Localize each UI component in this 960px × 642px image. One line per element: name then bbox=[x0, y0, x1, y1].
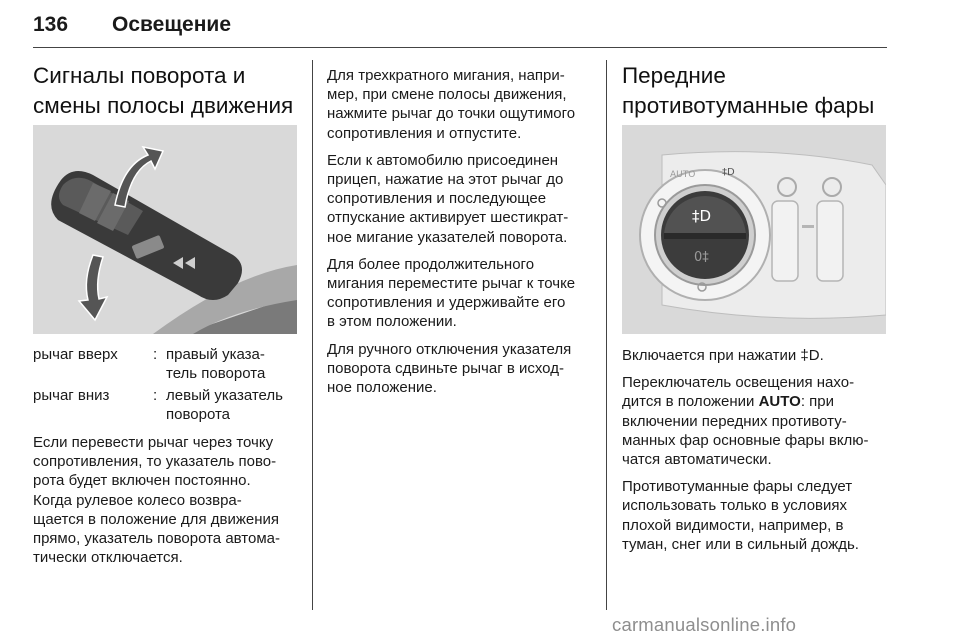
section-title-turn-signals bbox=[33, 61, 308, 121]
text-line: сопротивления, то указатель пово- bbox=[33, 453, 277, 471]
desc-line: тель поворота bbox=[166, 365, 266, 383]
text-line: мер, при смене полосы движения, bbox=[327, 86, 567, 104]
text-line: поворота сдвиньте рычаг в исход- bbox=[327, 359, 564, 377]
title-line: Сигналы поворота и bbox=[33, 63, 246, 88]
text-line: тически отключается. bbox=[33, 549, 183, 567]
turn-signal-lever-illustration bbox=[33, 125, 297, 334]
legend-description bbox=[166, 345, 306, 383]
text-line: сопротивления и удерживайте его bbox=[327, 294, 566, 312]
column-divider-1 bbox=[312, 60, 313, 610]
text-line: Для более продолжительного bbox=[327, 255, 535, 273]
text-line: туман, снег или в сильный дождь. bbox=[622, 535, 859, 553]
legend-row-lever-down bbox=[33, 386, 309, 426]
legend-colon: : bbox=[153, 346, 158, 363]
text-line: отпускание активирует шестикрат- bbox=[327, 209, 569, 227]
text-line: Противотуманные фары следует bbox=[622, 478, 853, 496]
desc-line: правый указа- bbox=[166, 346, 265, 363]
text-line: : при bbox=[800, 393, 835, 411]
text-line: Когда рулевое колесо возвра- bbox=[33, 491, 242, 509]
text-line: использовать только в условиях bbox=[622, 497, 848, 515]
text-line: Если перевести рычаг через точку bbox=[33, 434, 274, 451]
text-line: ное положение. bbox=[327, 379, 437, 397]
text-line: дится в положении bbox=[622, 393, 755, 411]
paragraph bbox=[327, 255, 597, 332]
svg-text:AUTO: AUTO bbox=[670, 170, 696, 180]
paragraph bbox=[622, 346, 890, 365]
legend-term: рычаг вниз bbox=[33, 387, 110, 404]
lever-drawing bbox=[33, 125, 297, 334]
svg-text:‡D: ‡D bbox=[692, 207, 712, 225]
text-line: Для трехкратного мигания, напри- bbox=[327, 67, 565, 84]
title-line: смены полосы движения bbox=[33, 93, 294, 118]
chapter-title: Освещение bbox=[112, 13, 231, 36]
turn-signal-paragraph bbox=[33, 433, 309, 575]
paragraph bbox=[622, 477, 890, 554]
text-line: прямо, указатель поворота автома- bbox=[33, 530, 280, 548]
light-switch-drawing bbox=[622, 125, 886, 334]
text-line: сопротивления и отпустите. bbox=[327, 124, 522, 142]
paragraph bbox=[33, 433, 309, 567]
paragraph bbox=[622, 373, 890, 469]
text-line: чатся автоматически. bbox=[622, 451, 772, 469]
column-2-text bbox=[327, 66, 597, 405]
paragraph bbox=[327, 66, 597, 143]
text-line: включении передних противоту- bbox=[622, 412, 847, 430]
auto-label: AUTO bbox=[758, 393, 801, 411]
fog-light-symbol: ‡D. bbox=[800, 347, 824, 364]
text-line: Для ручного отключения указателя bbox=[327, 340, 572, 358]
text-line: рота будет включен постоянно. bbox=[33, 472, 251, 490]
text-line: сопротивления и последующее bbox=[327, 190, 547, 208]
page-number: 136 bbox=[33, 13, 69, 36]
text-line: Включается при нажатии bbox=[622, 347, 797, 364]
legend-colon: : bbox=[153, 387, 158, 404]
section-title-front-fog-lights bbox=[622, 61, 892, 121]
text-line: в этом положении. bbox=[327, 313, 457, 331]
desc-line: поворота bbox=[166, 406, 231, 424]
watermark: carmanualsonline.info bbox=[612, 614, 797, 635]
svg-text:0‡: 0‡ bbox=[694, 250, 709, 265]
title-line: противотуманные фары bbox=[622, 93, 875, 118]
fog-light-switch-illustration bbox=[622, 125, 886, 334]
text-line: манных фар основные фары вклю- bbox=[622, 431, 869, 449]
text-line: мигания переместите рычаг к точке bbox=[327, 275, 576, 293]
text-line: нажмите рычаг до точки ощутимого bbox=[327, 105, 576, 123]
title-line: Передние bbox=[622, 63, 726, 88]
paragraph bbox=[327, 340, 597, 398]
text-line: ное мигание указателей поворота. bbox=[327, 228, 568, 246]
desc-line: левый указатель bbox=[166, 387, 283, 404]
svg-text:‡D: ‡D bbox=[722, 167, 735, 178]
text-line: плохой видимости, например, в bbox=[622, 516, 844, 534]
fog-lights-text bbox=[622, 346, 890, 562]
text-line: Если к автомобилю присоединен bbox=[327, 151, 559, 169]
column-divider-2 bbox=[606, 60, 607, 610]
text-line: прицеп, нажатие на этот рычаг до bbox=[327, 171, 564, 189]
paragraph bbox=[327, 151, 597, 247]
text-line: щается в положение для движения bbox=[33, 510, 279, 528]
header-rule bbox=[33, 47, 887, 48]
legend-row-lever-up bbox=[33, 345, 309, 385]
text-line: Переключатель освещения нахо- bbox=[622, 374, 855, 392]
legend-description bbox=[166, 386, 306, 424]
legend-term: рычаг вверх bbox=[33, 346, 118, 363]
